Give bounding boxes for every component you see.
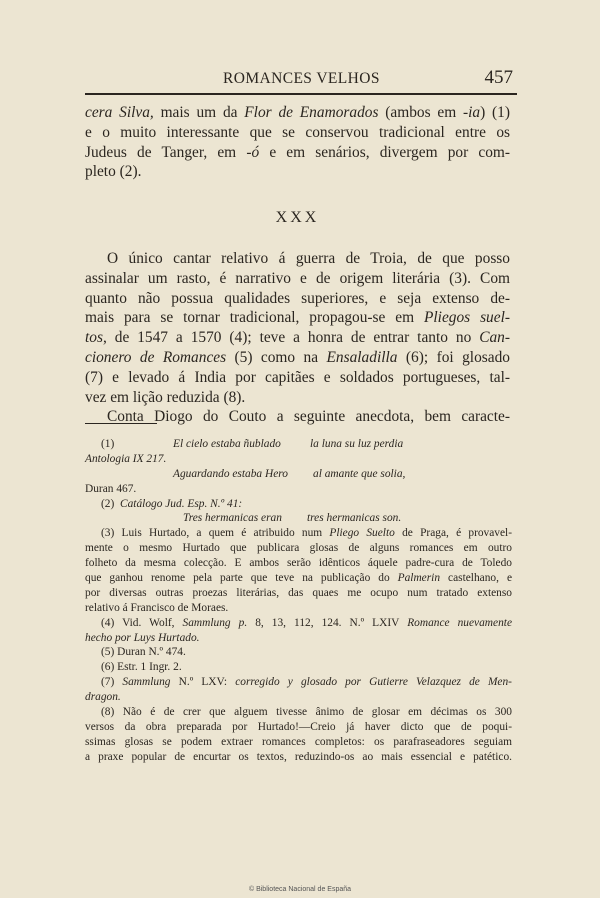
footnote-4-line: (4) Vid. Wolf, Sammlung p. 8, 13, 112, 124. N.º LXIV Romance nuevamente (101, 616, 513, 629)
page-header (85, 67, 515, 94)
text-line: mais para se tornar tradicional, propagou-se em Pliegos suel- (85, 309, 510, 327)
text-line: tos, de 1547 a 1570 (4); teve a honra de entrar tanto no Can- (85, 329, 510, 347)
text-line: quanto não possua qualidades superiores, e seja extenso de- (85, 289, 510, 307)
footnote-1-line: (1) El cielo estaba ñublado la luna su luz perdia (101, 438, 404, 450)
header-rule (85, 93, 517, 95)
footnote-3-line: folheto da mesma colecção. E ambos serão idênticos áquele padre-cura de Toledo (85, 557, 512, 570)
footnote-8-line: (8) Não é de crer que alguem tivesse ânimo de glosar em décimas os 300 (101, 706, 512, 719)
footnote-8-line: a praxe popular de encurtar os textos, reduzindo-os ao mais essencial e patético. (85, 750, 512, 763)
library-credit: © Biblioteca Nacional de España (248, 886, 352, 893)
text-line: cionero de Romances (5) como na Ensaladilla (6); foi glosado (85, 348, 510, 366)
footnote-5: (5) Duran N.º 474. (101, 646, 186, 659)
footnote-2-line: (2) Catálogo Jud. Esp. N.º 41: (101, 497, 243, 510)
text-line: (7) e levado á India por capitães e soldados portugueses, tal- (85, 368, 510, 386)
footnote-3-line: relativo á Francisco de Moraes. (85, 601, 229, 614)
paragraph-2 (85, 249, 510, 427)
text-line: pleto (2). (85, 163, 142, 181)
footnote-6: (6) Estr. 1 Ingr. 2. (101, 661, 182, 674)
footnotes (85, 437, 512, 765)
footnote-7-line: dragon. (85, 691, 121, 704)
running-title: ROMANCES VELHOS (223, 70, 380, 87)
text-line: O único cantar relativo á guerra de Troia, de que posso (107, 250, 510, 267)
footnote-1-line: Aguardando estaba Hero al amante que solia, (173, 467, 406, 480)
text-line: e o muito interessante que se conservou tradicional entre os (85, 123, 510, 141)
footnote-3-line: (3) Luis Hurtado, a quem é atribuido num Pliego Suelto de Praga, é provavel- (101, 527, 513, 540)
footnote-3-line: que ganhou renome pela parte que teve na publicação do Palmerin castelhano, e (85, 572, 512, 585)
footnote-1-ref: Duran 467. (85, 482, 137, 495)
text-line: vez em lição reduzida (8). (85, 388, 246, 406)
text-line: Judeus de Tanger, em -ó e em senários, divergem por com- (85, 143, 511, 161)
text-line: assinalar um rasto, é narrativo e de origem literária (3). Com (85, 269, 510, 287)
footnote-4-line: hecho por Luys Hurtado. (85, 631, 200, 644)
section-heading: XXX (275, 209, 320, 226)
text-line: cera Silva, mais um da Flor de Enamorados (ambos em -ia) (1) (85, 104, 510, 121)
footnote-8-line: versos da obra preparada por Hurtado!—Creio já haver dicto que de poqui- (85, 720, 512, 733)
text-line: Conta Diogo do Couto a seguinte anecdota, bem caracte- (107, 408, 510, 426)
page-number: 457 (484, 67, 513, 88)
footnote-3-line: por diversas outras proezas literárias, das quaes me ocupo num tratado extenso (85, 586, 512, 599)
footnote-8-line: ssimas glosas se podem extraer romances completos: os parafraseadores seguiam (85, 735, 512, 748)
paragraph-1 (85, 103, 510, 182)
footnote-rule (85, 423, 157, 424)
footnote-7-line: (7) Sammlung N.º LXV: corregido y glosado por Gutierre Velazquez de Men- (101, 676, 512, 689)
footnote-3-line: mente o mesmo Hurtado que publicara glosas de alguns romances em outro (85, 542, 512, 555)
footnote-1-ref: Antologia IX 217. (85, 452, 167, 465)
footnote-2-verse: Tres hermanicas eran tres hermanicas son. (183, 512, 402, 525)
